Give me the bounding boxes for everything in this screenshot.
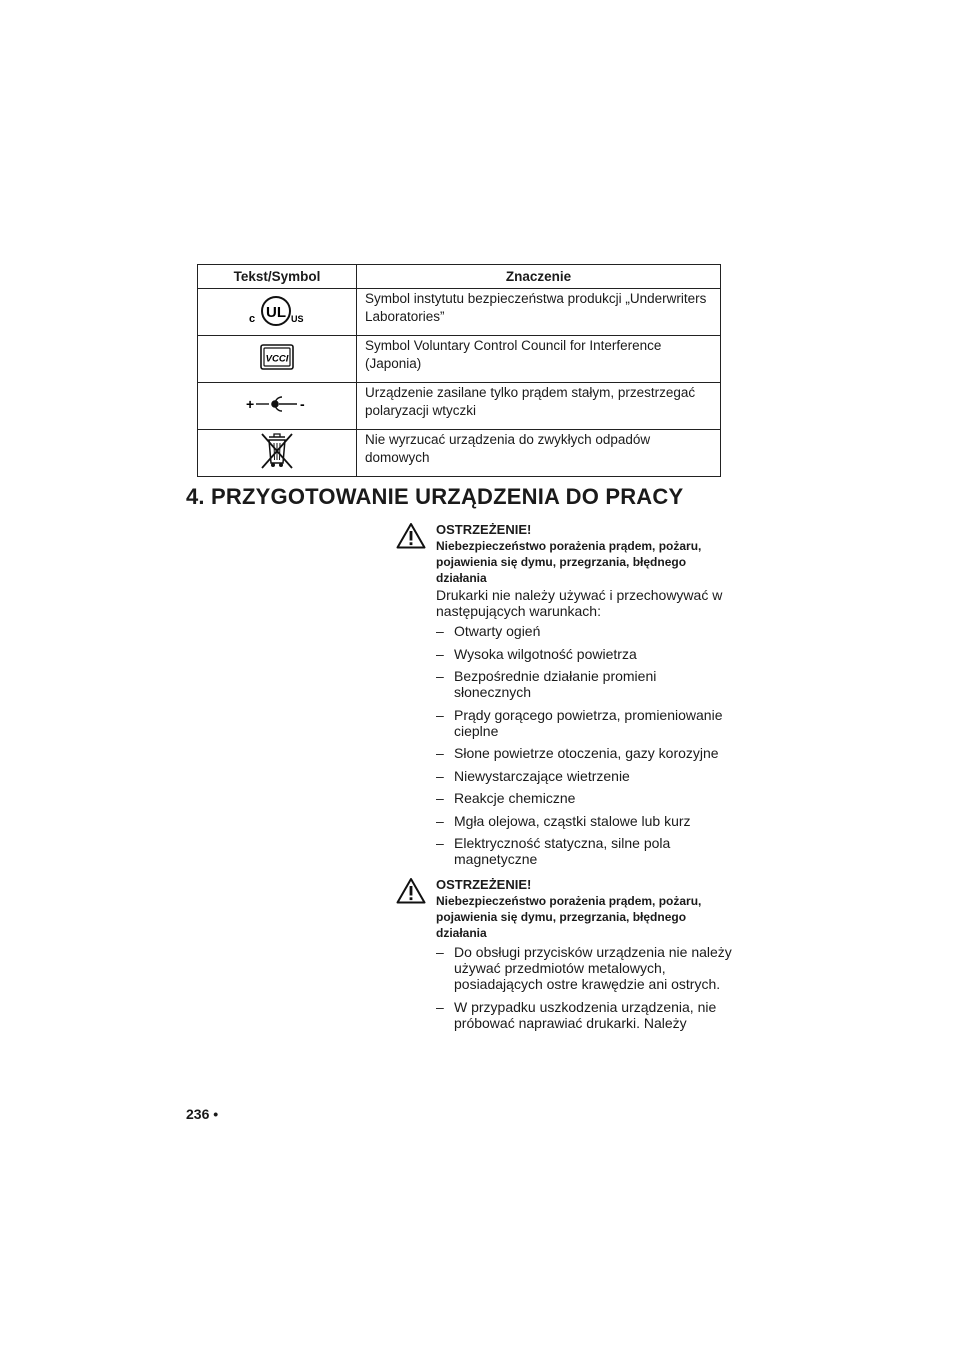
warning-triangle-icon xyxy=(396,522,426,549)
warning-block xyxy=(396,877,736,1037)
table-row xyxy=(198,430,721,477)
dash-bullet: – xyxy=(436,645,444,662)
dash-bullet: – xyxy=(436,668,444,684)
warning-intro: Drukarki nie należy używać i przechowywać w następujących warunkach: xyxy=(436,587,723,619)
table-header-row xyxy=(198,265,721,289)
list-item-text: Niewystarczające wietrzenie xyxy=(454,767,630,784)
meaning-cell: Symbol Voluntary Control Council for Interference (Japonia) xyxy=(357,336,721,383)
warning-block xyxy=(396,522,736,874)
dc-polarity-icon xyxy=(243,392,311,416)
warning-subtitle: Niebezpieczeństwo porażenia prądem, pożaru, pojawienia się dymu, przegrzania, błędnego działania xyxy=(436,894,702,940)
dash-bullet: – xyxy=(436,706,444,723)
symbol-cell xyxy=(198,336,357,383)
list-item xyxy=(436,668,736,700)
symbol-cell xyxy=(198,430,357,477)
dash-bullet: – xyxy=(436,790,444,806)
vcci-icon xyxy=(259,343,295,371)
table-row xyxy=(198,383,721,430)
meaning-cell: Nie wyrzucać urządzenia do zwykłych odpadów domowych xyxy=(357,430,721,477)
list-item xyxy=(436,813,736,829)
dash-bullet: – xyxy=(436,835,444,851)
list-item-text: Słone powietrze otoczenia, gazy korozyjne xyxy=(454,745,719,761)
list-item xyxy=(436,944,736,992)
list-item-text: Bezpośrednie działanie promieni słonecznych xyxy=(454,668,657,700)
svg-text:VCCI: VCCI xyxy=(265,353,289,364)
list-item xyxy=(436,707,736,739)
table-row xyxy=(198,336,721,383)
dash-bullet: – xyxy=(436,745,444,761)
list-item-text: W przypadku uszkodzenia urządzenia, nie próbować naprawiać drukarki. Należy xyxy=(454,998,717,1031)
dash-bullet: – xyxy=(436,998,444,1015)
list-item-text: Prądy gorącego powietrza, promieniowanie cieplne xyxy=(454,706,723,739)
list-item xyxy=(436,835,736,867)
table-row xyxy=(198,289,721,336)
warning-triangle-icon xyxy=(396,877,426,904)
dash-bullet: – xyxy=(436,812,444,829)
list-item xyxy=(436,623,736,639)
ul-listed-icon xyxy=(247,290,307,330)
symbol-cell xyxy=(198,383,357,430)
dash-bullet: – xyxy=(436,767,444,784)
svg-text:+: + xyxy=(246,395,255,412)
symbol-table xyxy=(197,264,721,477)
warning-subtitle: Niebezpieczeństwo porażenia prądem, pożaru, pojawienia się dymu, przegrzania, błędnego działania xyxy=(436,539,702,585)
section-title: 4. PRZYGOTOWANIE URZĄDZENIA DO PRACY xyxy=(186,484,684,509)
column-header-meaning: Znaczenie xyxy=(357,265,721,289)
meaning-cell: Urządzenie zasilane tylko prądem stałym, przestrzegać polaryzacji wtyczki xyxy=(357,383,721,430)
dash-bullet: – xyxy=(436,944,444,960)
list-item-text: Reakcje chemiczne xyxy=(454,790,576,806)
svg-text:UL: UL xyxy=(266,303,286,321)
list-item-text: Do obsługi przycisków urządzenia nie należy używać przedmiotów metalowych, posiadających ostre krawędzie ani ostrych. xyxy=(454,944,732,992)
list-item xyxy=(436,745,736,761)
warning-body xyxy=(436,522,736,867)
list-item xyxy=(436,768,736,784)
list-item xyxy=(436,790,736,806)
list-item xyxy=(436,646,736,662)
warning-title: OSTRZEŻENIE! xyxy=(436,522,532,537)
list-item-text: Wysoka wilgotność powietrza xyxy=(454,645,637,662)
svg-text:-: - xyxy=(300,395,305,412)
list-item-text: Elektryczność statyczna, silne pola magnetyczne xyxy=(454,835,671,867)
dash-bullet: – xyxy=(436,623,444,639)
warning-title: OSTRZEŻENIE! xyxy=(436,877,532,892)
condition-list xyxy=(436,623,736,867)
svg-text:US: US xyxy=(291,313,304,324)
condition-list xyxy=(436,944,736,1031)
column-header-symbol: Tekst/Symbol xyxy=(198,265,357,289)
crossed-bin-icon xyxy=(259,431,295,471)
list-item-text: Mgła olejowa, cząstki stalowe lub kurz xyxy=(454,812,691,829)
page-number: 236 • xyxy=(186,1106,219,1122)
meaning-cell: Symbol instytutu bezpieczeństwa produkcji „Underwriters Laboratories” xyxy=(357,289,721,336)
svg-text:c: c xyxy=(249,312,256,325)
list-item-text: Otwarty ogień xyxy=(454,623,541,639)
symbol-cell xyxy=(198,289,357,336)
warning-body xyxy=(436,877,736,1031)
list-item xyxy=(436,999,736,1031)
